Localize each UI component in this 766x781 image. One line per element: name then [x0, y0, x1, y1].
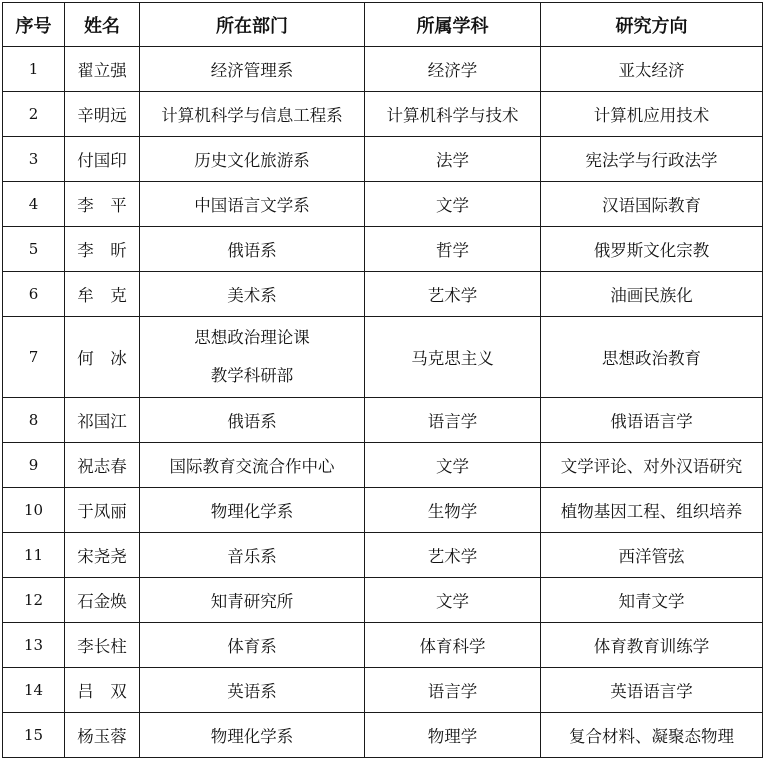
department-line: 中国语言文学系 — [194, 196, 310, 215]
cell-discipline: 文学 — [365, 443, 541, 488]
cell-research-direction: 亚太经济 — [541, 47, 763, 92]
table-row — [3, 443, 763, 488]
cell-department — [140, 182, 365, 227]
department-line: 思想政治理论课 — [194, 328, 310, 347]
cell-discipline: 艺术学 — [365, 533, 541, 578]
cell-research-direction: 复合材料、凝聚态物理 — [541, 713, 763, 758]
cell-research-direction: 英语语言学 — [541, 668, 763, 713]
table-body — [3, 47, 763, 758]
cell-department — [140, 443, 365, 488]
cell-department — [140, 47, 365, 92]
cell-research-direction: 宪法学与行政法学 — [541, 137, 763, 182]
cell-discipline: 哲学 — [365, 227, 541, 272]
department-line: 俄语系 — [227, 241, 277, 260]
cell-research-direction: 计算机应用技术 — [541, 92, 763, 137]
cell-discipline: 法学 — [365, 137, 541, 182]
header-discipline: 所属学科 — [365, 3, 541, 47]
cell-serial-number: 2 — [3, 92, 65, 137]
department-line: 历史文化旅游系 — [194, 151, 310, 170]
department-line: 知青研究所 — [210, 592, 294, 611]
header-research-direction: 研究方向 — [541, 3, 763, 47]
cell-discipline: 语言学 — [365, 398, 541, 443]
cell-name: 吕 双 — [65, 668, 140, 713]
cell-name: 石金焕 — [65, 578, 140, 623]
cell-name: 辛明远 — [65, 92, 140, 137]
cell-serial-number: 15 — [3, 713, 65, 758]
cell-research-direction: 俄罗斯文化宗教 — [541, 227, 763, 272]
department-line: 物理化学系 — [210, 502, 294, 521]
cell-serial-number: 12 — [3, 578, 65, 623]
cell-department — [140, 533, 365, 578]
cell-name: 于凤丽 — [65, 488, 140, 533]
cell-discipline: 艺术学 — [365, 272, 541, 317]
cell-discipline: 语言学 — [365, 668, 541, 713]
department-line: 教学科研部 — [210, 366, 294, 385]
cell-research-direction: 思想政治教育 — [541, 317, 763, 398]
cell-name: 祁国江 — [65, 398, 140, 443]
cell-research-direction: 俄语语言学 — [541, 398, 763, 443]
table-row — [3, 137, 763, 182]
staff-table — [2, 2, 763, 758]
cell-name: 杨玉蓉 — [65, 713, 140, 758]
cell-research-direction: 知青文学 — [541, 578, 763, 623]
cell-department — [140, 398, 365, 443]
cell-discipline: 计算机科学与技术 — [365, 92, 541, 137]
table-row — [3, 713, 763, 758]
cell-name: 李 昕 — [65, 227, 140, 272]
department-line: 经济管理系 — [210, 61, 294, 80]
table-row — [3, 668, 763, 713]
department-line: 美术系 — [227, 286, 277, 305]
table-row — [3, 272, 763, 317]
cell-serial-number: 1 — [3, 47, 65, 92]
cell-research-direction: 体育教育训练学 — [541, 623, 763, 668]
table-row — [3, 47, 763, 92]
cell-serial-number: 8 — [3, 398, 65, 443]
cell-department — [140, 578, 365, 623]
cell-serial-number: 3 — [3, 137, 65, 182]
cell-research-direction: 西洋管弦 — [541, 533, 763, 578]
cell-serial-number: 14 — [3, 668, 65, 713]
cell-discipline: 马克思主义 — [365, 317, 541, 398]
cell-department — [140, 623, 365, 668]
department-line: 俄语系 — [227, 412, 277, 431]
cell-research-direction: 汉语国际教育 — [541, 182, 763, 227]
cell-serial-number: 5 — [3, 227, 65, 272]
cell-serial-number: 4 — [3, 182, 65, 227]
cell-serial-number: 10 — [3, 488, 65, 533]
cell-name: 牟 克 — [65, 272, 140, 317]
cell-department — [140, 668, 365, 713]
table-row — [3, 533, 763, 578]
cell-name: 何 冰 — [65, 317, 140, 398]
department-line: 计算机科学与信息工程系 — [161, 106, 343, 125]
cell-department — [140, 713, 365, 758]
cell-research-direction: 植物基因工程、组织培养 — [541, 488, 763, 533]
table-header-row — [3, 3, 763, 47]
cell-department — [140, 272, 365, 317]
cell-name: 付国印 — [65, 137, 140, 182]
cell-discipline: 经济学 — [365, 47, 541, 92]
department-line: 英语系 — [227, 682, 277, 701]
cell-department — [140, 137, 365, 182]
cell-department — [140, 227, 365, 272]
header-name: 姓名 — [65, 3, 140, 47]
department-line: 国际教育交流合作中心 — [169, 457, 335, 476]
cell-serial-number: 11 — [3, 533, 65, 578]
cell-department — [140, 488, 365, 533]
header-department: 所在部门 — [140, 3, 365, 47]
cell-name: 祝志春 — [65, 443, 140, 488]
cell-department — [140, 92, 365, 137]
table-row — [3, 227, 763, 272]
cell-discipline: 生物学 — [365, 488, 541, 533]
cell-discipline: 物理学 — [365, 713, 541, 758]
cell-department — [140, 317, 365, 398]
department-line: 音乐系 — [227, 547, 277, 566]
header-serial-number: 序号 — [3, 3, 65, 47]
cell-serial-number: 9 — [3, 443, 65, 488]
cell-discipline: 文学 — [365, 578, 541, 623]
table-row — [3, 182, 763, 227]
table-row — [3, 317, 763, 398]
cell-discipline: 体育科学 — [365, 623, 541, 668]
cell-serial-number: 6 — [3, 272, 65, 317]
cell-research-direction: 文学评论、对外汉语研究 — [541, 443, 763, 488]
cell-name: 李 平 — [65, 182, 140, 227]
cell-discipline: 文学 — [365, 182, 541, 227]
table-row — [3, 398, 763, 443]
cell-name: 李长柱 — [65, 623, 140, 668]
cell-name: 翟立强 — [65, 47, 140, 92]
table-row — [3, 578, 763, 623]
table-row — [3, 92, 763, 137]
table-row — [3, 488, 763, 533]
department-line: 体育系 — [227, 637, 277, 656]
table-row — [3, 623, 763, 668]
department-line: 物理化学系 — [210, 727, 294, 746]
cell-serial-number: 7 — [3, 317, 65, 398]
cell-serial-number: 13 — [3, 623, 65, 668]
cell-research-direction: 油画民族化 — [541, 272, 763, 317]
cell-name: 宋尧尧 — [65, 533, 140, 578]
